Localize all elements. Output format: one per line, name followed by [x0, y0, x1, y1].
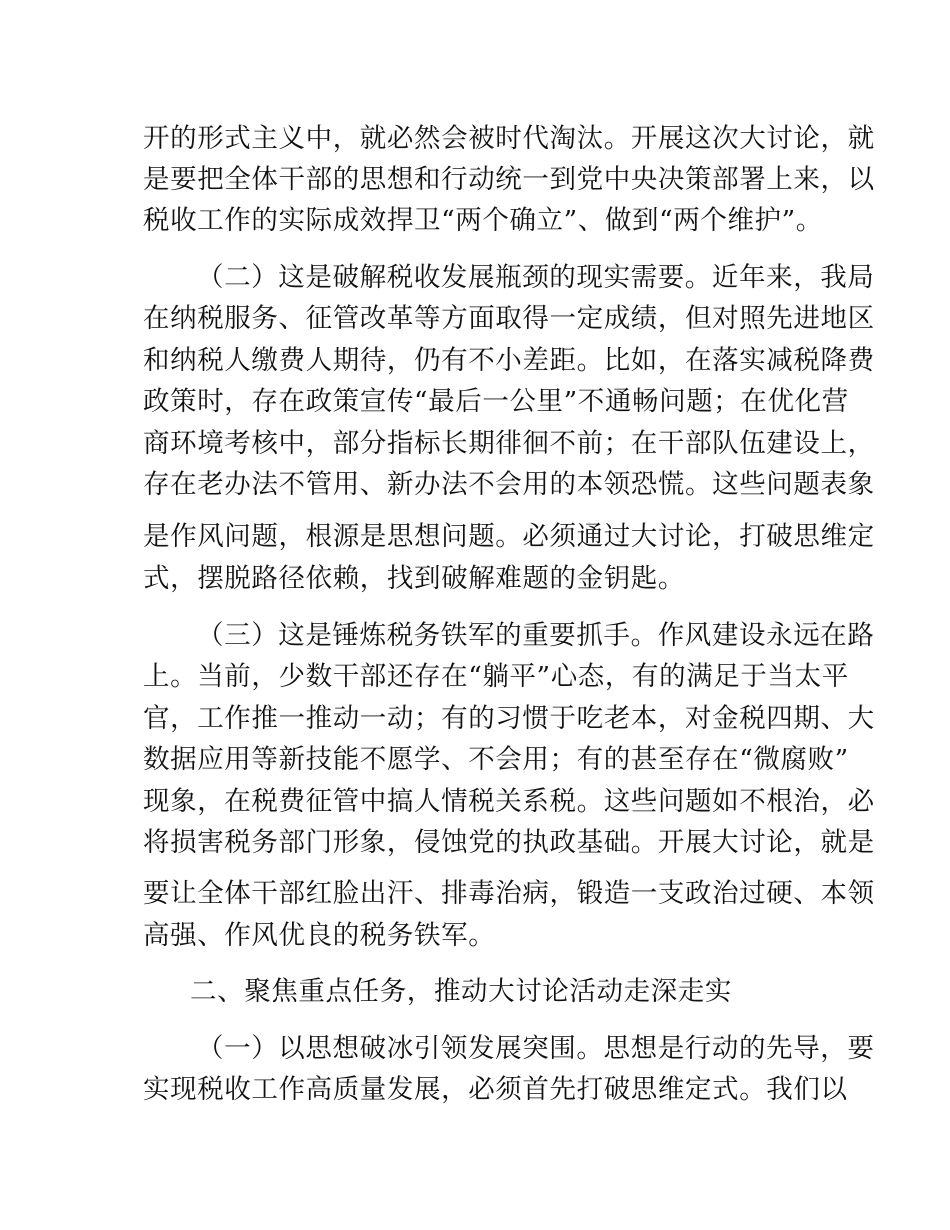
paragraph-line: 现象，在税费征管中搞人情税关系税。这些问题如不根治，必	[143, 786, 875, 817]
paragraph-line: 税收工作的实际成效捍卫“两个确立”、做到“两个维护”。	[143, 205, 823, 236]
paragraph-line: 要让全体干部红脸出汗、排毒治病，锻造一支政治过硬、本领	[143, 878, 875, 909]
paragraph-line: 在纳税服务、征管改革等方面取得一定成绩，但对照先进地区	[143, 303, 875, 334]
paragraph-line: （三）这是锤炼税务铁军的重要抓手。作风建设永远在路	[197, 620, 875, 651]
paragraph-line: 是要把全体干部的思想和行动统一到党中央决策部署上来，以	[143, 164, 875, 195]
paragraph-line: （二）这是破解税收发展瓶颈的现实需要。近年来，我局	[197, 262, 875, 293]
paragraph-line: 上。当前，少数干部还存在“躺平”心态，有的满足于当太平	[143, 661, 849, 692]
paragraph-line: 将损害税务部门形象，侵蚀党的执政基础。开展大讨论，就是	[143, 827, 875, 858]
paragraph-line: 实现税收工作高质量发展，必须首先打破思维定式。我们以	[143, 1074, 848, 1105]
paragraph-line: 数据应用等新技能不愿学、不会用；有的甚至存在“微腐败”	[143, 744, 849, 775]
paragraph-line: 和纳税人缴费人期待，仍有不小差距。比如，在落实减税降费	[143, 345, 875, 376]
paragraph-line: 存在老办法不管用、新办法不会用的本领恐慌。这些问题表象	[143, 469, 875, 500]
paragraph-line: 商环境考核中，部分指标长期徘徊不前；在干部队伍建设上，	[143, 428, 875, 459]
paragraph-line: （一）以思想破冰引领发展突围。思想是行动的先导，要	[197, 1033, 875, 1064]
paragraph-line: 式，摆脱路径依赖，找到破解难题的金钥匙。	[143, 563, 685, 594]
paragraph-line: 官，工作推一推动一动；有的习惯于吃老本，对金税四期、大	[143, 703, 875, 734]
paragraph-line: 是作风问题，根源是思想问题。必须通过大讨论，打破思维定	[143, 521, 875, 552]
paragraph-line: 高强、作风优良的税务铁军。	[143, 920, 496, 951]
paragraph-line: 政策时，存在政策宣传“最后一公里”不通畅问题；在优化营	[143, 386, 849, 417]
paragraph-line: 开的形式主义中，就必然会被时代淘汰。开展这次大讨论，就	[143, 123, 875, 154]
section-heading: 二、聚焦重点任务，推动大讨论活动走深走实	[190, 976, 732, 1007]
